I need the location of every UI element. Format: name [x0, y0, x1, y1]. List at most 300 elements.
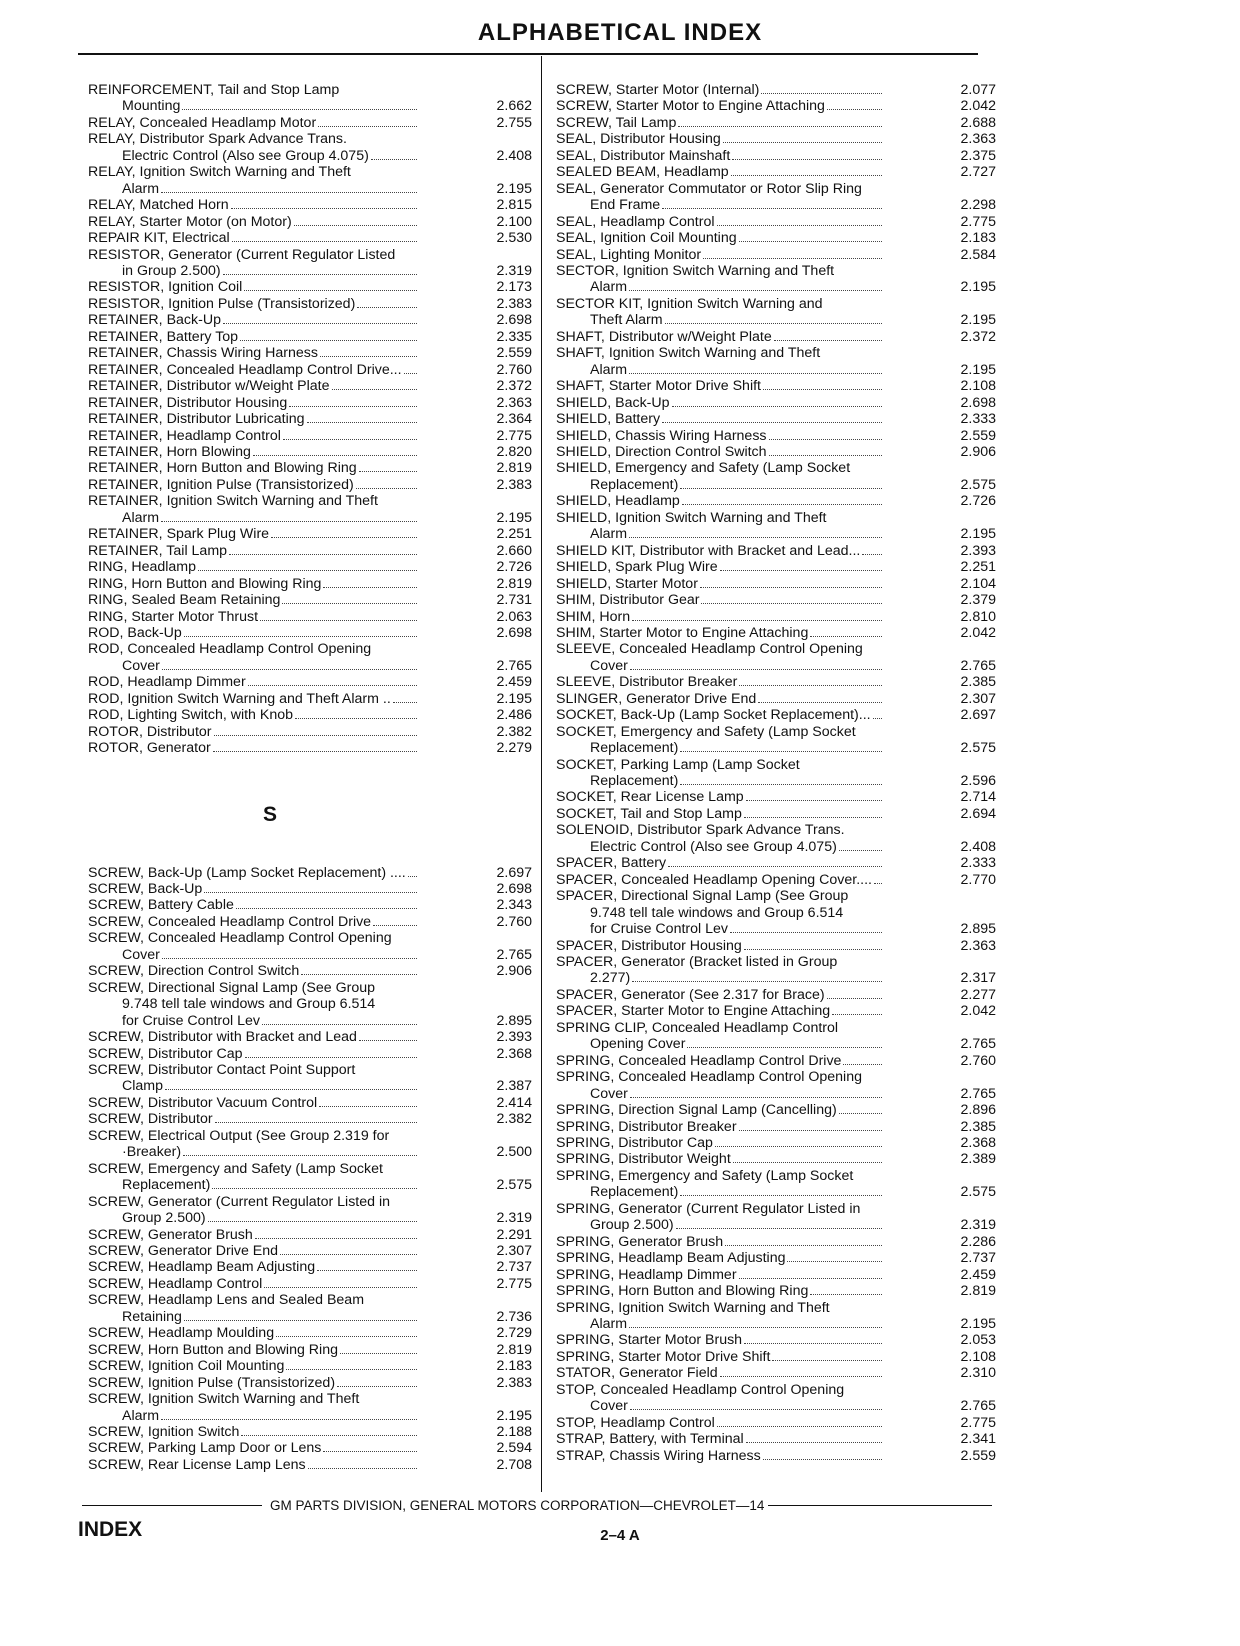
entry-text: SPACER, Battery [556, 855, 667, 872]
index-entry-line [88, 897, 532, 913]
entry-page-ref: 2.319 [960, 1217, 996, 1234]
entry-text: SHIM, Horn [556, 608, 631, 625]
index-entry [88, 625, 532, 641]
entry-page-ref: 2.251 [960, 559, 996, 576]
dot-leader [629, 1327, 882, 1328]
index-entry-line [556, 757, 996, 773]
index-entry-line [88, 1325, 532, 1341]
entry-page-ref: 2.896 [960, 1102, 996, 1119]
dot-leader [720, 570, 882, 571]
entry-text: SPRING, Ignition Switch Warning and Theft [556, 1299, 830, 1316]
dot-leader [720, 1376, 882, 1377]
index-entry-line [556, 1020, 996, 1036]
dot-leader [874, 883, 882, 884]
entry-page-ref: 2.726 [960, 493, 996, 510]
dot-leader [223, 274, 417, 275]
entry-page-ref: 2.810 [960, 608, 996, 625]
dot-leader [317, 1270, 417, 1271]
index-entry [556, 1119, 996, 1135]
dot-leader [739, 1278, 882, 1279]
index-entry-line [556, 1217, 996, 1233]
index-entry [556, 576, 996, 592]
index-entry-line [556, 1184, 996, 1200]
entry-text: SCREW, Concealed Headlamp Control Drive [88, 913, 372, 930]
dot-leader [214, 735, 417, 736]
entry-text: SPACER, Generator (Bracket listed in Group [556, 954, 838, 971]
index-entry-line [88, 329, 532, 345]
index-entry [88, 1029, 532, 1045]
index-entry [556, 987, 996, 1003]
index-entry-line [88, 865, 532, 881]
index-entry-line [88, 230, 532, 246]
entry-text: RETAINER, Headlamp Control [88, 427, 281, 444]
entry-text: RELAY, Starter Motor (on Motor) [88, 213, 292, 230]
dot-leader [289, 406, 417, 407]
index-entry [88, 296, 532, 312]
index-entry [556, 1382, 996, 1415]
dot-leader [843, 1064, 882, 1065]
dot-leader [318, 126, 417, 127]
entry-page-ref: 2.319 [496, 1210, 532, 1227]
entry-page-ref: 2.286 [960, 1233, 996, 1250]
entry-page-ref: 2.307 [496, 1243, 532, 1259]
index-entry-line [556, 362, 996, 378]
entry-text: Replacement) [590, 740, 679, 757]
entry-page-ref: 2.819 [496, 460, 532, 477]
entry-text: RETAINER, Tail Lamp [88, 542, 228, 559]
index-entry [556, 625, 996, 641]
index-entry-line [88, 1358, 532, 1374]
entry-text: SCREW, Distributor Vacuum Control [88, 1094, 318, 1111]
entry-page-ref: 2.368 [960, 1135, 996, 1151]
index-entry [88, 543, 532, 559]
index-entry-line [556, 526, 996, 542]
entry-page-ref: 2.737 [960, 1250, 996, 1267]
index-group-s-right [556, 82, 996, 1464]
index-entry-line [88, 1013, 532, 1029]
index-entry [88, 641, 532, 674]
entry-page-ref: 2.383 [496, 1374, 532, 1391]
entry-text: SEAL, Lighting Monitor [556, 246, 702, 263]
index-entry [88, 1391, 532, 1424]
entry-text: SCREW, Back-Up [88, 881, 203, 898]
index-entry [88, 609, 532, 625]
index-entry-line [88, 411, 532, 427]
entry-page-ref: 2.775 [960, 1414, 996, 1431]
entry-text: SCREW, Back-Up (Lamp Socket Replacement) .... [88, 864, 406, 881]
dot-leader [810, 636, 882, 637]
entry-text: SPRING, Distributor Breaker [556, 1118, 737, 1135]
entry-page-ref: 2.100 [496, 213, 532, 230]
index-entry [88, 345, 532, 361]
index-entry [556, 938, 996, 954]
index-entry-line [88, 996, 532, 1012]
index-entry [556, 115, 996, 131]
dot-leader [253, 455, 417, 456]
entry-text: ROD, Headlamp Dimmer [88, 674, 246, 691]
section-letter: S [262, 802, 277, 826]
dot-leader [307, 422, 417, 423]
index-entry-line [556, 592, 996, 608]
index-entry-line [88, 362, 532, 378]
index-entry-line [88, 98, 532, 114]
index-entry [556, 1135, 996, 1151]
index-entry [88, 395, 532, 411]
index-entry-line [88, 1029, 532, 1045]
entry-text: RESISTOR, Ignition Coil [88, 279, 243, 296]
entry-text: SCREW, Emergency and Safety (Lamp Socket [88, 1160, 383, 1177]
dot-leader [264, 1287, 417, 1288]
index-entry-line [88, 444, 532, 460]
entry-page-ref: 2.819 [960, 1283, 996, 1300]
dot-leader [701, 603, 882, 604]
entry-text: SCREW, Generator Drive End [88, 1243, 279, 1259]
dot-leader [229, 554, 417, 555]
index-entry-line [556, 510, 996, 526]
index-entry-line [556, 1168, 996, 1184]
entry-page-ref: 2.364 [496, 411, 532, 428]
dot-leader [839, 1113, 882, 1114]
index-entry-line [556, 1003, 996, 1019]
entry-text: SPRING CLIP, Concealed Headlamp Control [556, 1019, 839, 1036]
index-entry-line [556, 872, 996, 888]
entry-text: SOCKET, Parking Lamp (Lamp Socket [556, 756, 800, 773]
entry-page-ref: 2.382 [496, 1111, 532, 1128]
dot-leader [255, 1238, 417, 1239]
entry-page-ref: 2.383 [496, 476, 532, 493]
index-entry-line [88, 914, 532, 930]
index-entry [88, 1227, 532, 1243]
entry-text: Cover [590, 1085, 628, 1102]
dot-leader [763, 1459, 882, 1460]
entry-text: SLINGER, Generator Drive End [556, 690, 757, 707]
index-entry-line [556, 279, 996, 295]
dot-leader [184, 1320, 417, 1321]
index-entry [556, 1151, 996, 1167]
entry-text: SCREW, Ignition Coil Mounting [88, 1358, 285, 1375]
dot-leader [240, 340, 417, 341]
index-entry [88, 82, 532, 115]
index-entry [556, 1003, 996, 1019]
index-entry [88, 1128, 532, 1161]
entry-page-ref: 2.688 [960, 114, 996, 131]
entry-text: 9.748 tell tale windows and Group 6.514 [590, 904, 844, 921]
dot-leader [680, 751, 882, 752]
index-entry-line [88, 181, 532, 197]
index-entry-line [556, 954, 996, 970]
index-entry-line [88, 1078, 532, 1094]
index-entry [556, 609, 996, 625]
entry-text: for Cruise Control Lev [122, 1012, 260, 1029]
dot-leader [772, 1360, 882, 1361]
entry-text: Clamp [122, 1078, 163, 1095]
index-entry [88, 428, 532, 444]
index-entry-line [88, 1062, 532, 1078]
entry-page-ref: 2.765 [496, 946, 532, 963]
index-entry [88, 1062, 532, 1095]
index-entry [556, 822, 996, 855]
index-entry-line [556, 1349, 996, 1365]
index-entry [556, 296, 996, 329]
entry-text: ROD, Ignition Switch Warning and Theft Alarm .. [88, 690, 391, 707]
index-entry [88, 378, 532, 394]
entry-page-ref: 2.697 [960, 707, 996, 724]
dot-leader [319, 1106, 417, 1107]
entry-text: Alarm [590, 279, 628, 296]
entry-text: SLEEVE, Concealed Headlamp Control Opening [556, 641, 863, 658]
index-entry [556, 806, 996, 822]
entry-text: ROTOR, Generator [88, 740, 211, 757]
index-entry-line [556, 987, 996, 1003]
index-entry [556, 1431, 996, 1447]
index-entry-line [88, 214, 532, 230]
entry-text: SCREW, Headlamp Moulding [88, 1325, 275, 1342]
index-entry-line [88, 148, 532, 164]
entry-text: End Frame [590, 197, 661, 214]
index-entry [88, 691, 532, 707]
entry-text: RETAINER, Concealed Headlamp Control Drive... [88, 361, 402, 378]
dot-leader [393, 702, 417, 703]
index-entry [556, 1283, 996, 1299]
index-entry [88, 164, 532, 197]
dot-leader [161, 521, 417, 522]
entry-page-ref: 2.575 [960, 740, 996, 757]
index-entry-line [556, 428, 996, 444]
dot-leader [262, 1024, 417, 1025]
dot-leader [629, 290, 882, 291]
index-entry [88, 1292, 532, 1325]
entry-page-ref: 2.530 [496, 230, 532, 247]
index-entry [556, 444, 996, 460]
footer-index-label: INDEX [78, 1518, 143, 1541]
entry-page-ref: 2.559 [496, 345, 532, 362]
entry-text: Cover [590, 1398, 628, 1415]
entry-page-ref: 2.195 [960, 279, 996, 296]
entry-text: SPRING, Headlamp Dimmer [556, 1266, 737, 1283]
index-entry-line [88, 312, 532, 328]
index-entry [88, 279, 532, 295]
entry-page-ref: 2.375 [960, 147, 996, 164]
footer-publisher: GM PARTS DIVISION, GENERAL MOTORS CORPORATION—CHEVROLET—14 [270, 1498, 765, 1513]
index-entry-line [556, 214, 996, 230]
index-entry [556, 181, 996, 214]
dot-leader [717, 1426, 882, 1427]
dot-leader [703, 258, 882, 259]
index-entry-line [556, 822, 996, 838]
entry-page-ref: 2.486 [496, 707, 532, 724]
entry-text: SHIELD, Emergency and Safety (Lamp Socket [556, 460, 851, 477]
entry-page-ref: 2.195 [960, 526, 996, 543]
dot-leader [832, 1014, 882, 1015]
dot-leader [758, 702, 882, 703]
index-entry-line [88, 345, 532, 361]
dot-leader [271, 537, 417, 538]
index-entry-line [556, 296, 996, 312]
index-entry [88, 881, 532, 897]
dot-leader [723, 142, 882, 143]
dot-leader [373, 925, 417, 926]
index-entry [556, 888, 996, 937]
index-entry [556, 164, 996, 180]
entry-text: SHAFT, Distributor w/Weight Plate [556, 328, 772, 345]
index-entry-line [88, 115, 532, 131]
entry-page-ref: 2.559 [960, 427, 996, 444]
dot-leader [827, 998, 882, 999]
index-entry-line [556, 263, 996, 279]
entry-page-ref: 2.063 [496, 608, 532, 625]
entry-text: SECTOR KIT, Ignition Switch Warning and [556, 295, 823, 312]
entry-page-ref: 2.895 [960, 921, 996, 938]
index-entry [556, 345, 996, 378]
index-entry-line [556, 707, 996, 723]
index-entry-line [88, 378, 532, 394]
index-entry-line [88, 707, 532, 723]
entry-page-ref: 2.662 [496, 98, 532, 115]
entry-text: Retaining [122, 1308, 182, 1325]
index-entry-line [556, 1365, 996, 1381]
index-entry-line [88, 930, 532, 946]
entry-page-ref: 2.042 [960, 624, 996, 641]
index-entry-line [556, 230, 996, 246]
entry-text: SHIELD, Battery [556, 411, 661, 428]
entry-page-ref: 2.736 [496, 1308, 532, 1325]
index-entry-line [556, 1151, 996, 1167]
dot-leader [687, 1047, 882, 1048]
entry-page-ref: 2.104 [960, 575, 996, 592]
dot-leader [731, 175, 882, 176]
entry-page-ref: 2.393 [960, 542, 996, 559]
entry-page-ref: 2.714 [960, 789, 996, 806]
entry-page-ref: 2.279 [496, 740, 532, 757]
index-entry-line [88, 477, 532, 493]
entry-page-ref: 2.575 [496, 1177, 532, 1194]
index-entry [88, 707, 532, 723]
dot-leader [700, 587, 882, 588]
entry-text: Electric Control (Also see Group 4.075) [590, 838, 837, 855]
index-entry [88, 1424, 532, 1440]
index-entry [88, 740, 532, 756]
index-entry-line [88, 625, 532, 641]
index-entry-line [88, 559, 532, 575]
entry-text: RETAINER, Ignition Switch Warning and Theft [88, 493, 378, 510]
entry-text: SHIM, Distributor Gear [556, 592, 700, 609]
dot-leader [294, 225, 417, 226]
entry-page-ref: 2.575 [960, 1184, 996, 1201]
dot-leader [668, 866, 882, 867]
index-entry-line [556, 1316, 996, 1332]
index-entry [556, 263, 996, 296]
entry-text: Opening Cover [590, 1036, 686, 1053]
entry-text: SHAFT, Starter Motor Drive Shift [556, 378, 761, 395]
entry-page-ref: 2.195 [960, 312, 996, 329]
entry-text: RETAINER, Distributor w/Weight Plate [88, 378, 330, 395]
entry-text: Alarm [122, 180, 160, 197]
index-entry-line [556, 329, 996, 345]
entry-text: SPACER, Generator (See 2.317 for Brace) [556, 986, 825, 1003]
index-entry [556, 230, 996, 246]
entry-page-ref: 2.333 [960, 411, 996, 428]
entry-page-ref: 2.379 [960, 592, 996, 609]
entry-text: SLEEVE, Distributor Breaker [556, 674, 738, 691]
index-entry-line [88, 1243, 532, 1259]
entry-text: 9.748 tell tale windows and Group 6.514 [122, 996, 376, 1013]
entry-page-ref: 2.775 [960, 213, 996, 230]
index-entry-line [88, 164, 532, 180]
index-entry [556, 1053, 996, 1069]
index-entry-line [88, 460, 532, 476]
index-entry-line [556, 576, 996, 592]
index-entry-line [556, 658, 996, 674]
dot-leader [248, 685, 417, 686]
entry-text: REPAIR KIT, Electrical [88, 230, 230, 247]
entry-page-ref: 2.382 [496, 723, 532, 740]
entry-page-ref: 2.108 [960, 378, 996, 395]
dot-leader [260, 620, 417, 621]
entry-text: Alarm [122, 509, 160, 526]
entry-page-ref: 2.726 [496, 559, 532, 576]
entry-text: Group 2.500) [590, 1217, 674, 1234]
dot-leader [357, 307, 417, 308]
index-entry [556, 1349, 996, 1365]
dot-leader [359, 471, 417, 472]
dot-leader [680, 488, 882, 489]
entry-page-ref: 2.195 [496, 690, 532, 707]
entry-page-ref: 2.387 [496, 1078, 532, 1095]
entry-page-ref: 2.459 [960, 1266, 996, 1283]
entry-page-ref: 2.385 [960, 674, 996, 691]
dot-leader [236, 908, 417, 909]
index-entry [556, 674, 996, 690]
entry-text: STATOR, Generator Field [556, 1365, 718, 1382]
index-group-s-left [88, 865, 532, 1474]
entry-page-ref: 2.755 [496, 114, 532, 131]
dot-leader [787, 1261, 882, 1262]
dot-leader [733, 1162, 882, 1163]
entry-text: SCREW, Ignition Switch [88, 1423, 240, 1440]
index-group-r [88, 82, 532, 757]
dot-leader [725, 1245, 882, 1246]
index-entry [88, 559, 532, 575]
index-entry [556, 1168, 996, 1201]
index-entry [88, 1111, 532, 1127]
dot-leader [873, 718, 882, 719]
entry-text: Alarm [590, 361, 628, 378]
entry-page-ref: 2.053 [960, 1332, 996, 1349]
entry-text: SPRING, Starter Motor Brush [556, 1332, 743, 1349]
index-entry-line [88, 947, 532, 963]
dot-leader [244, 290, 417, 291]
index-entry [88, 1325, 532, 1341]
entry-page-ref: 2.559 [960, 1447, 996, 1464]
index-entry [556, 1069, 996, 1102]
index-entry-line [88, 1457, 532, 1473]
entry-text: RELAY, Ignition Switch Warning and Theft [88, 164, 351, 181]
entry-text: SHIELD, Ignition Switch Warning and Theft [556, 509, 827, 526]
index-entry-line [88, 1095, 532, 1111]
entry-text: SPRING, Starter Motor Drive Shift [556, 1348, 771, 1365]
entry-text: ROTOR, Distributor [88, 723, 212, 740]
index-entry-line [88, 1309, 532, 1325]
entry-text: STRAP, Chassis Wiring Harness [556, 1447, 761, 1464]
index-entry-line [556, 345, 996, 361]
entry-text: Theft Alarm [590, 312, 663, 329]
index-entry-line [556, 395, 996, 411]
index-entry [556, 247, 996, 263]
entry-page-ref: 2.698 [496, 312, 532, 329]
index-entry-line [556, 1102, 996, 1118]
index-entry-line [556, 724, 996, 740]
index-entry-line [556, 181, 996, 197]
